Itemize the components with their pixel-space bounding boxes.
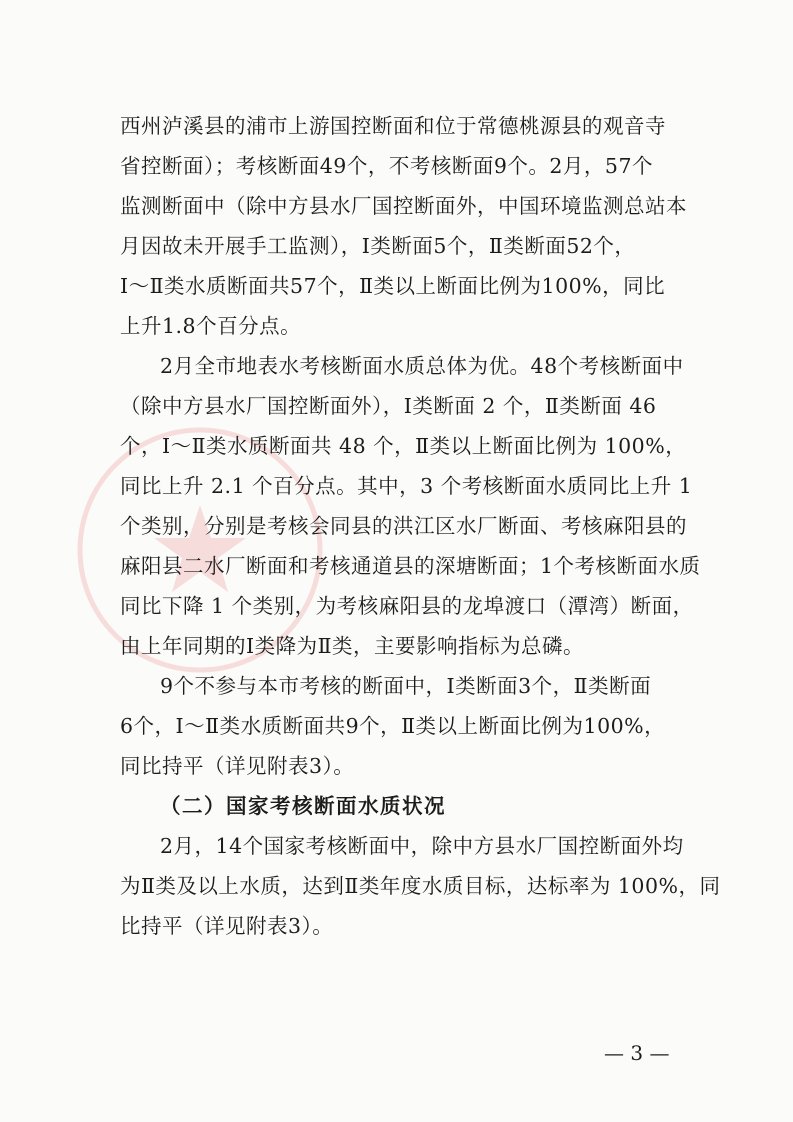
text-line: 同比下降 1 个类别，为考核麻阳县的龙埠渡口（潭湾）断面， <box>120 594 694 618</box>
text-line: 个类别，分别是考核会同县的洪江区水厂断面、考核麻阳县的 <box>120 514 687 538</box>
text-line: 比持平（详见附表3）。 <box>120 914 334 938</box>
text-line: 为Ⅱ类及以上水质，达到Ⅱ类年度水质目标，达标率为 100%，同 <box>120 874 721 898</box>
text-line: 个，Ⅰ～Ⅱ类水质断面共 48 个，Ⅱ类以上断面比例为 100%， <box>120 434 687 458</box>
paragraph-start-line: 2月，14个国家考核断面中，除中方县水厂国控断面外均 <box>160 834 684 858</box>
text-line: 6个，Ⅰ～Ⅱ类水质断面共9个，Ⅱ类以上断面比例为100%， <box>120 714 666 738</box>
text-line: 月因故未开展手工监测），Ⅰ类断面5个，Ⅱ类断面52个， <box>120 234 636 258</box>
text-line: 上升1.8个百分点。 <box>120 314 302 338</box>
text-line: 省控断面）；考核断面49个，不考核断面9个。2月，57个 <box>120 154 654 178</box>
text-line: 由上年同期的Ⅰ类降为Ⅱ类，主要影响指标为总磷。 <box>120 634 585 658</box>
section-heading: （二）国家考核断面水质状况 <box>160 794 446 818</box>
text-line: Ⅰ～Ⅱ类水质断面共57个，Ⅱ类以上断面比例为100%，同比 <box>120 274 666 298</box>
paragraph-start-line: 2月全市地表水考核断面水质总体为优。48个考核断面中 <box>160 354 684 378</box>
paragraph-start-line: 9个不参与本市考核的断面中，Ⅰ类断面3个，Ⅱ类断面 <box>160 674 652 698</box>
text-line: 同比持平（详见附表3）。 <box>120 754 355 778</box>
text-line: 西州泸溪县的浦市上游国控断面和位于常德桃源县的观音寺 <box>120 114 666 138</box>
text-line: （除中方县水厂国控断面外），Ⅰ类断面 2 个，Ⅱ类断面 46 <box>120 394 657 418</box>
text-line: 麻阳县二水厂断面和考核通道县的深塘断面；1个考核断面水质 <box>120 554 701 578</box>
text-line: 监测断面中（除中方县水厂国控断面外，中国环境监测总站本 <box>120 194 687 218</box>
page-number: — 3 — <box>604 1041 670 1065</box>
text-line: 同比上升 2.1 个百分点。其中，3 个考核断面水质同比上升 1 <box>120 474 693 498</box>
